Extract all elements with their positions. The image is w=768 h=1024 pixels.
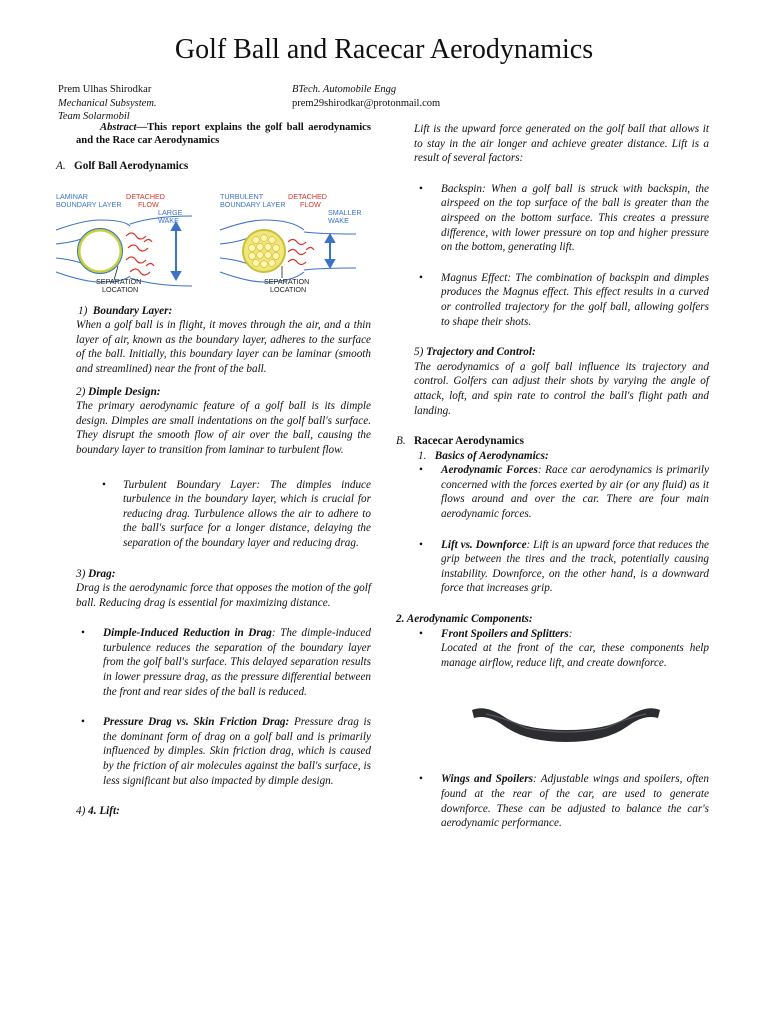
wings-bullet: • Wings and Spoilers: Adjustable wings and spoilers, often found at the rear of the car, are used to generate downforce. These can be adjusted to balance the car's aerodynamic performance. [419,773,709,830]
fig1-label-separation: SEPARATION [96,276,142,286]
fig2-label-boundary: BOUNDARY LAYER [220,199,286,209]
author-contact [292,83,440,110]
fig1-label-flow: FLOW [138,199,159,209]
magnus-bullet: • Magnus Effect: The combination of backspin and dimples produces the Magnus effect. This effect results in a curved or controlled trajectory for the golf ball, allowing golfers to shape their shots. [419,271,709,328]
pressure-drag-bullet: • Pressure Drag vs. Skin Friction Drag: Pressure drag is the dominant form of drag on a golf ball and is primarily influenced by dimples. Skin friction drag, which is caused by the friction of air molecules against the ball's surface, is less significant but also impacted by dimple design. [81,716,371,787]
dimple-heading: 2) Dimple Design: [76,385,161,398]
section-a-heading: A. Golf Ball Aerodynamics [56,160,189,172]
fig2-label-location: LOCATION [270,284,307,294]
fig2-label-flow: FLOW [300,199,321,209]
abstract: Abstract—This report explains the golf ball aerodynamics and the Race car Aerodynamics [76,122,371,146]
turbulent-bullet: • Turbulent Boundary Layer: The dimples induce turbulence in the boundary layer, which is crucial for reducing drag. Turbulence allows the air to adhere to the ball's surface for a longer distance, delaying the separation of the boundary layer and reducing drag. [102,478,371,549]
forces-bullet: • Aerodynamic Forces: Race car aerodynamics is primarily concerned with the forces exerted by air (or any fluid) as it flows around and over the car. There are four main aerodynamic forces. [419,464,709,521]
author-block [58,83,157,124]
left-column [56,122,371,819]
fig1-label-laminar: LAMINAR [56,191,88,201]
boundary-text: When a golf ball is in flight, it moves through the air, and a thin layer of air, known as the boundary layer, adheres to the surface of the ball. Initially, this boundary layer can be laminar (smooth and streamlined) near the front of the ball. [76,319,371,375]
drag-text: Drag is the aerodynamic force that opposes the motion of the golf ball. Reducing drag is essential for maximizing distance. [76,582,371,609]
fig2-label-turbulent: TURBULENT [220,191,264,201]
author-degree: BTech. Automobile Engg [292,84,397,95]
fig1-label-boundary: BOUNDARY LAYER [56,199,122,209]
boundary-heading: 1) Boundary Layer: [78,304,173,317]
dimple-drag-bullet: • Dimple-Induced Reduction in Drag: The dimple-induced turbulence reduces the separation of the boundary layer from the golf ball's surface. This delayed separation results in lower pressure drag, as the pressure differential between the front and rear sides of the ball is reduced. [81,627,371,698]
fig1-label-detached: DETACHED [126,191,166,201]
fig1-label-wake: WAKE [158,215,179,225]
author-name: Prem Ulhas Shirodkar [58,84,152,95]
fig1-label-location: LOCATION [102,284,139,294]
trajectory-heading: 5) Trajectory and Control: [414,346,536,359]
basics-heading: 1. Basics of Aerodynamics: [418,449,549,462]
drag-heading: 3) Drag: [76,567,116,580]
section-b-heading: B. Racecar Aerodynamics [396,435,524,448]
backspin-bullet: • Backspin: When a golf ball is struck with backspin, the airspeed on the top surface of the ball is greater than the airspeed on the bottom surface. This creates a pressure difference, with lower pressure on top and higher pressure on the bottom, generating lift. [419,182,709,254]
turbulent-figure [218,190,362,294]
author-team: Team Solarmobil [58,111,130,122]
components-heading: 2. Aerodynamic Components: [396,613,533,626]
fig2-label-wake: WAKE [328,215,349,225]
golf-ball-figures [54,190,371,292]
lift-intro: Lift is the upward force generated on the golf ball that allows it to stay in the air longer and achieve greater distance. Lift is a result of several factors: [414,123,709,165]
author-email: prem29shirodkar@protonmail.com [292,97,441,109]
fig2-label-smaller: SMALLER [328,207,362,217]
lift-downforce-bullet: • Lift vs. Downforce: Lift is an upward force that reduces the grip between the tires and the track, potentially causing instability. Downforce, on the other hand, is a downward force that increases grip. [419,538,709,595]
fig2-label-detached: DETACHED [288,191,328,201]
laminar-figure [54,190,194,292]
lift-heading: 4) 4. Lift: [76,805,120,818]
fig2-label-separation: SEPARATION [264,276,310,286]
trajectory-text: The aerodynamics of a golf ball influence its trajectory and control. Golfers can adjust their shots by varying the angle of attack, loft, and spin rate to control the ball's flight path and landing. [414,360,709,417]
right-column [396,122,709,831]
spoilers-bullet: • Front Spoilers and Splitters: Located at the front of the car, these components help manage airflow, reduce lift, and create downforce. [419,627,709,669]
fig1-label-large: LARGE [158,207,183,217]
author-dept: Mechanical Subsystem. [58,97,157,109]
front-splitter-image [466,688,666,758]
dimple-text: The primary aerodynamic feature of a golf ball is its dimple design. Dimples are small indentations on the golf ball's surface. They disrupt the smooth flow of air over the ball, causing the boundary layer to transition from laminar to turbulent flow. [76,400,371,456]
page-title: Golf Ball and Racecar Aerodynamics [174,34,594,65]
